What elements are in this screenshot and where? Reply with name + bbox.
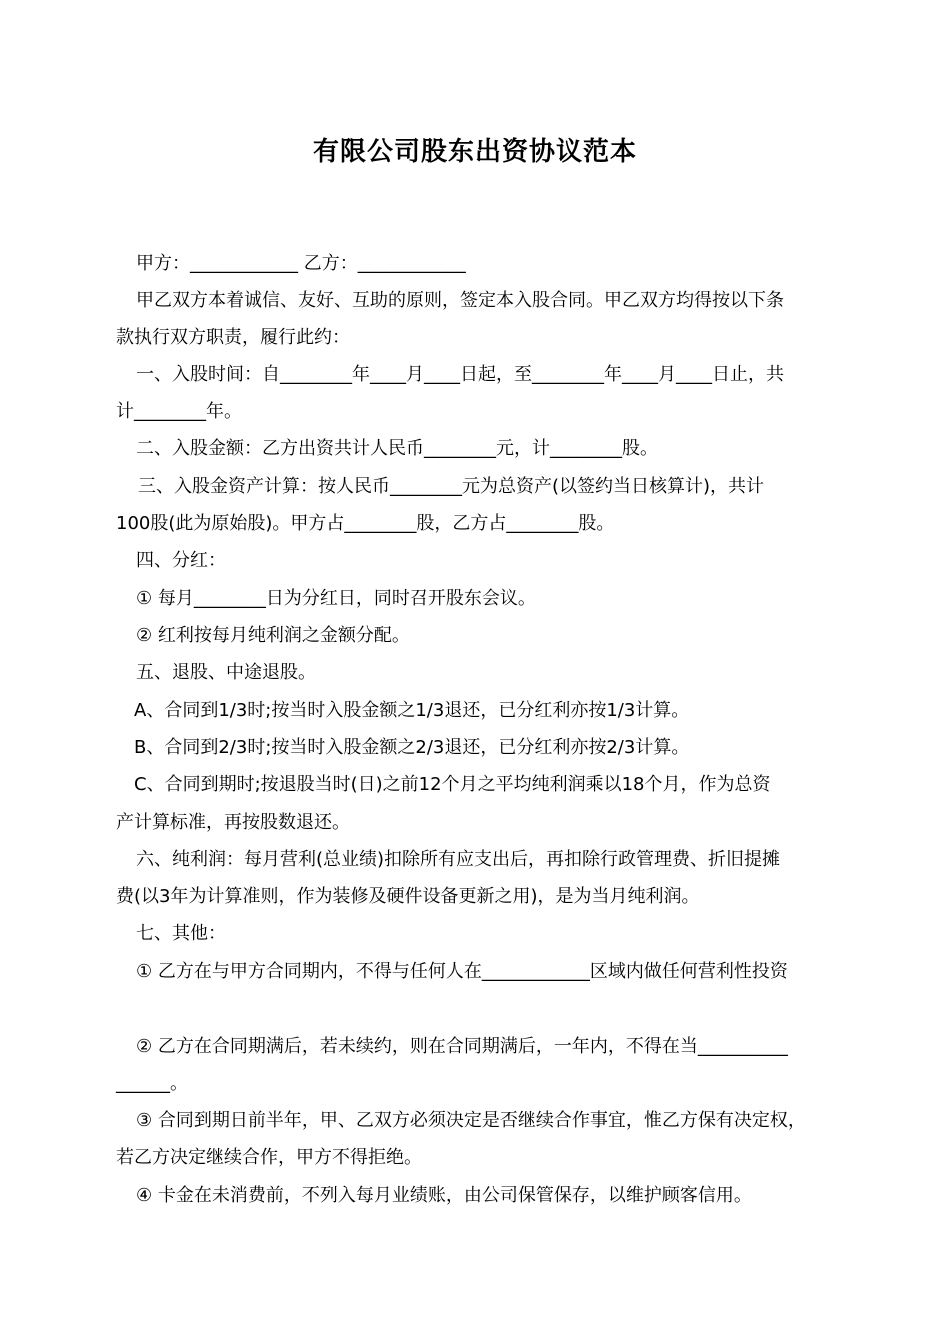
clause-5-item-b: B、合同到2/3时;按当时入股金额之2/3退还，已分红利亦按2/3计算。 [134, 737, 690, 758]
party-line: 甲方：____________ 乙方：____________ [136, 253, 466, 274]
clause-1-line-1: 一、入股时间：自________年____月____日起，至________年____月____日止，共 [136, 364, 784, 385]
clause-5-item-c-line-2: 产计算标准，再按股数退还。 [116, 812, 350, 833]
preamble-line-2: 款执行双方职责，履行此约： [116, 327, 350, 348]
clause-4-item-2: ② 红利按每月纯利润之金额分配。 [136, 625, 410, 646]
clause-7-item-2-line-1: ② 乙方在合同期满后，若未续约，则在合同期满后，一年内，不得在当__________ [136, 1036, 788, 1057]
clause-7-item-3-line-1: ③ 合同到期日前半年，甲、乙双方必须决定是否继续合作事宜，惟乙方保有决定权， [136, 1110, 806, 1131]
clause-3-line-2: 100股(此为原始股)。甲方占________股，乙方占________股。 [116, 513, 615, 534]
clause-5-item-c-line-1: C、合同到期时;按退股当时(日)之前12个月之平均纯利润乘以18个月，作为总资 [134, 774, 771, 795]
clause-7-item-3-line-2: 若乙方决定继续合作，甲方不得拒绝。 [116, 1147, 422, 1168]
clause-4-item-1: ① 每月________日为分红日，同时召开股东会议。 [136, 588, 536, 609]
clause-7-item-1: ① 乙方在与甲方合同期内，不得与任何人在____________区域内做任何营利性投资 [136, 961, 788, 982]
clause-1-line-2: 计________年。 [116, 401, 242, 422]
clause-7-item-2-line-2: ______。 [116, 1073, 188, 1094]
clause-6-line-2: 费(以3年为计算准则，作为装修及硬件设备更新之用)，是为当月纯利润。 [116, 886, 700, 907]
clause-2-line: 二、入股金额：乙方出资共计人民币________元，计________股。 [136, 438, 658, 459]
clause-5-heading: 五、退股、中途退股。 [136, 662, 316, 683]
clause-7-heading: 七、其他： [136, 923, 226, 944]
document-title: 有限公司股东出资协议范本 [312, 137, 637, 167]
clause-6-line-1: 六、纯利润：每月营利(总业绩)扣除所有应支出后，再扣除行政管理费、折旧提摊 [136, 849, 781, 870]
clause-4-heading: 四、分红： [136, 550, 226, 571]
preamble-line-1: 甲乙双方本着诚信、友好、互助的原则，签定本入股合同。甲乙双方均得按以下条 [136, 290, 784, 311]
clause-3-line-1: 三、入股金资产计算：按人民币________元为总资产(以签约当日核算计)，共计 [138, 476, 765, 497]
clause-7-item-4: ④ 卡金在未消费前，不列入每月业绩账，由公司保管保存，以维护顾客信用。 [136, 1185, 752, 1206]
clause-5-item-a: A、合同到1/3时;按当时入股金额之1/3退还，已分红利亦按1/3计算。 [134, 700, 690, 721]
